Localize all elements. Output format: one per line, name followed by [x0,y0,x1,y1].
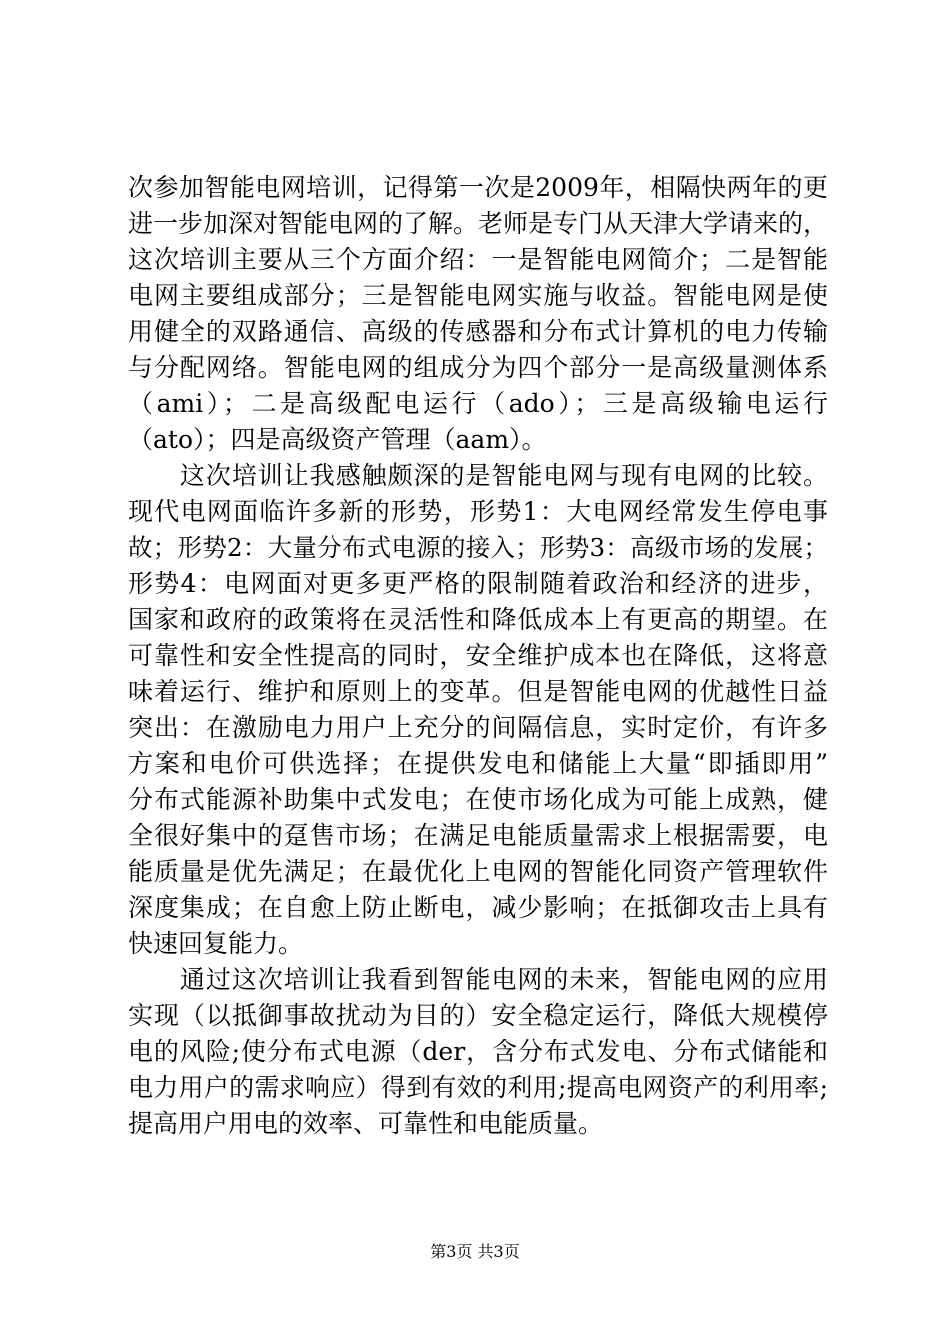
text-line: 形势4：电网面对更多更严格的限制随着政治和经济的进步， [128,569,828,598]
text-line: 与分配网络。智能电网的组成分为四个部分一是高级量测体系 [128,353,828,382]
text-line: 现代电网面临许多新的形势，形势1：大电网经常发生停电事 [128,497,828,526]
page-footer [0,1242,950,1262]
text-line: 次参加智能电网培训，记得第一次是2009年，相隔快两年的更 [128,173,828,202]
text-line: 分布式能源补助集中式发电；在使市场化成为可能上成熟，健 [128,785,828,814]
text-line: 可靠性和安全性提高的同时，安全维护成本也在降低，这将意 [128,641,828,670]
text-line: 用健全的双路通信、高级的传感器和分布式计算机的电力传输 [128,317,828,346]
text-line: 深度集成；在自愈上防止断电，减少影响；在抵御攻击上具有 [128,893,828,922]
text-line: 全很好集中的趸售市场；在满足电能质量需求上根据需要，电 [128,821,828,850]
text-line: 方案和电价可供选择；在提供发电和储能上大量“即插即用” [128,749,828,778]
text-line: 突出：在激励电力用户上充分的间隔信息，实时定价，有许多 [128,713,828,742]
text-line: 故；形势2：大量分布式电源的接入；形势3：高级市场的发展； [128,533,828,562]
text-line: 国家和政府的政策将在灵活性和降低成本上有更高的期望。在 [128,605,828,634]
page-number: 第3页 共3页 [430,1242,520,1261]
text-line: （ato）；四是高级资产管理（aam）。 [128,425,547,454]
text-line: 能质量是优先满足；在最优化上电网的智能化同资产管理软件 [128,857,828,886]
text-line: （ami）；二是高级配电运行（ado）；三是高级输电运行 [128,389,828,418]
text-line: 提高用户用电的效率、可靠性和电能质量。 [128,1109,604,1138]
text-line: 通过这次培训让我看到智能电网的未来，智能电网的应用 [128,965,828,994]
text-line: 味着运行、维护和原则上的变革。但是智能电网的优越性日益 [128,677,828,706]
text-line: 快速回复能力。 [128,929,304,958]
text-line: 这次培训让我感触颇深的是智能电网与现有电网的比较。 [128,461,828,490]
text-line: 实现（以抵御事故扰动为目的）安全稳定运行，降低大规模停 [128,1001,828,1030]
body-text [128,170,828,1142]
text-line: 电力用户的需求响应）得到有效的利用;提高电网资产的利用率; [128,1073,828,1102]
text-line: 进一步加深对智能电网的了解。老师是专门从天津大学请来的， [128,209,829,238]
text-line: 电网主要组成部分；三是智能电网实施与收益。智能电网是使 [128,281,828,310]
text-line: 这次培训主要从三个方面介绍：一是智能电网简介；二是智能 [128,245,828,274]
text-line: 电的风险;使分布式电源（der，含分布式发电、分布式储能和 [128,1037,828,1066]
